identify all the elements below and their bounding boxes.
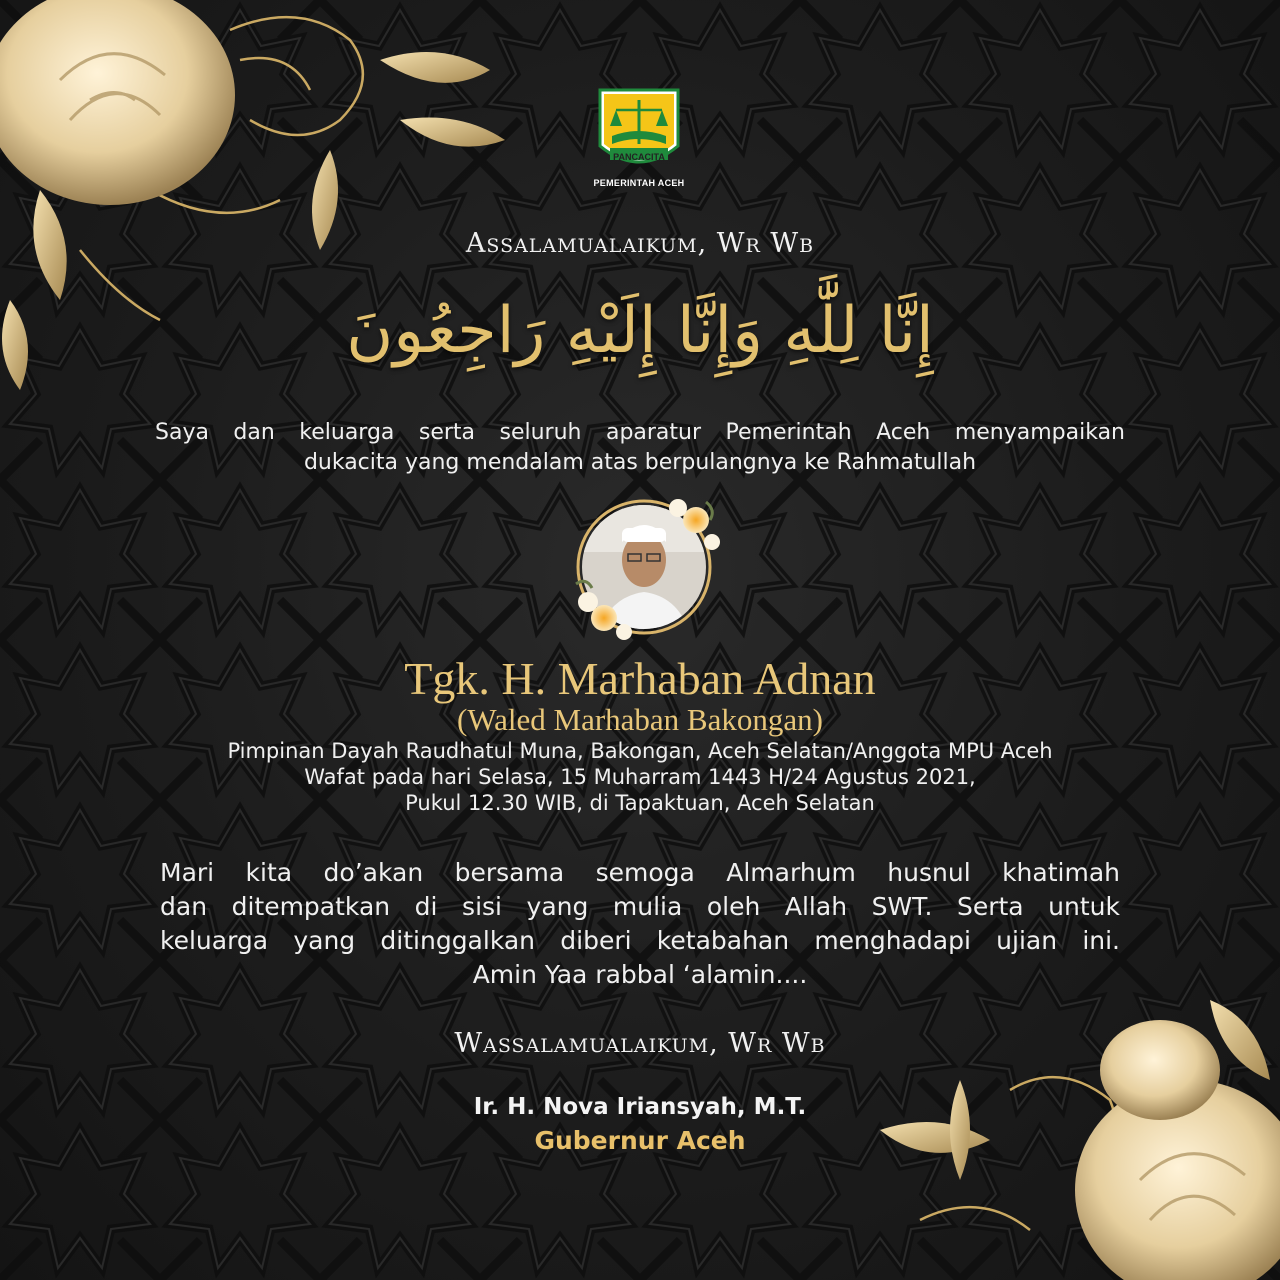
closing-greeting: Wassalamualaikum, Wr Wb	[454, 1028, 826, 1059]
deceased-name: Tgk. H. Marhaban Adnan	[404, 653, 876, 704]
deceased-details	[0, 738, 1280, 816]
prayer-line-2: dan ditempatkan di sisi yang mulia oleh Allah SWT. Serta untuk	[160, 892, 1120, 921]
intro-line-1: Saya dan keluarga serta seluruh aparatur Pemerintah Aceh menyampaikan	[155, 420, 1125, 445]
deceased-position: Pimpinan Dayah Raudhatul Muna, Bakongan, Aceh Selatan/Anggota MPU Aceh	[227, 739, 1053, 763]
death-info-line-2: Pukul 12.30 WIB, di Tapaktuan, Aceh Selatan	[405, 791, 875, 815]
logo-motto: PANCACITA	[613, 152, 665, 162]
arabic-calligraphy: إِنَّا لِلَّٰهِ وَإِنَّا إِلَيْهِ رَاجِعُونَ	[346, 294, 934, 368]
prayer-line-4: Amin Yaa rabbal ‘alamin....	[472, 960, 808, 989]
deceased-alias: (Waled Marhaban Bakongan)	[457, 702, 823, 737]
gold-flowers-bottom-right	[860, 960, 1280, 1280]
opening-greeting: Assalamualaikum, Wr Wb	[465, 228, 815, 259]
intro-paragraph	[155, 418, 1125, 478]
prayer-line-1: Mari kita do’akan bersama semoga Almarhum husnul khatimah	[160, 858, 1120, 887]
prayer-line-3: keluarga yang ditinggalkan diberi ketabahan menghadapi ujian ini.	[160, 926, 1120, 955]
signer-name: Ir. H. Nova Iriansyah, M.T.	[473, 1094, 807, 1120]
pemerintah-aceh-logo	[594, 86, 684, 194]
logo-caption: PEMERINTAH ACEH	[593, 178, 685, 188]
prayer-paragraph	[160, 856, 1120, 992]
death-info-line-1: Wafat pada hari Selasa, 15 Muharram 1443 H/24 Agustus 2021,	[304, 765, 976, 789]
intro-line-2: dukacita yang mendalam atas berpulangnya ke Rahmatullah	[303, 450, 977, 475]
signer-role: Gubernur Aceh	[534, 1126, 746, 1155]
pemerintah-aceh-emblem-icon	[594, 86, 684, 176]
deceased-portrait	[566, 492, 722, 642]
